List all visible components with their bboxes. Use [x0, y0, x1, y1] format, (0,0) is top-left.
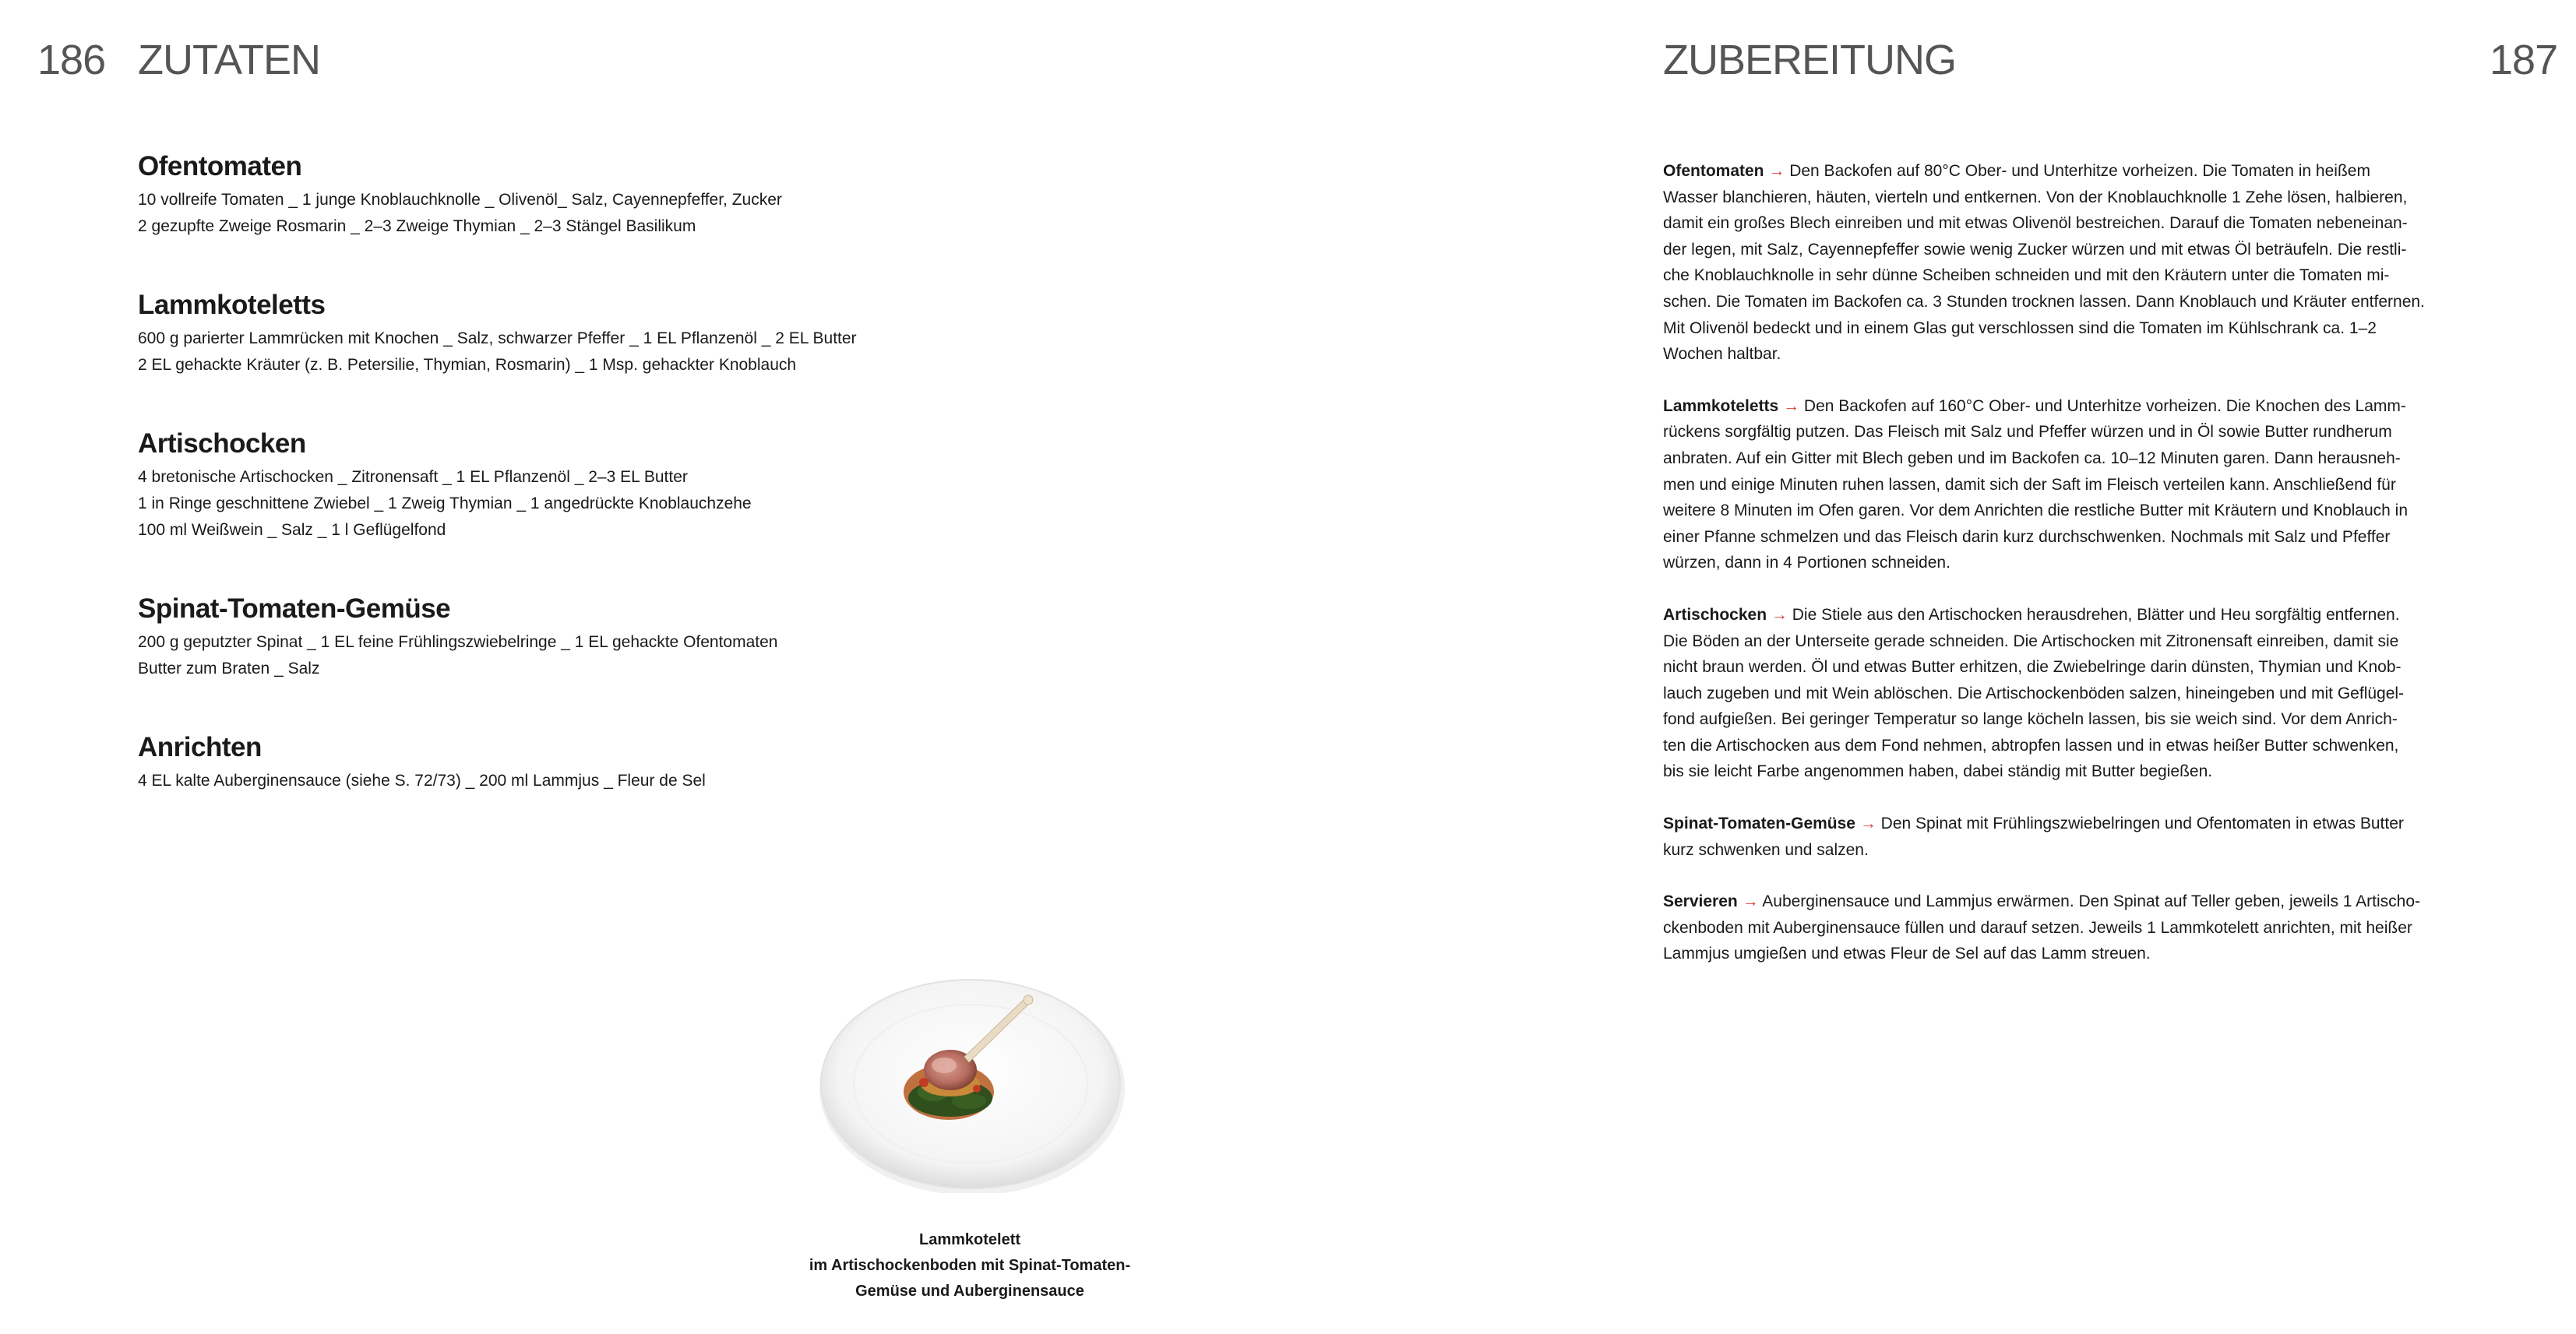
arrow-icon: → [1742, 892, 1759, 911]
prep-section-artischocken [1663, 602, 2450, 785]
prep-line: Wochen haltbar. [1663, 345, 1781, 364]
prep-line: ckenboden mit Auberginensauce füllen und darauf setzen. Jeweils 1 Lammkotelett anrichten, mit heißer [1663, 918, 2412, 937]
arrow-icon: → [1859, 815, 1876, 833]
ingredient-section-anrichten [138, 730, 1112, 794]
page-number-right: 187 [2490, 37, 2558, 83]
prep-line: Wasser blanchieren, häuten, vierteln und entkernen. Von der Knoblauchknolle 1 Zehe lösen, halbieren, [1663, 188, 2408, 206]
prep-label: Ofentomaten [1663, 162, 1764, 180]
ingredient-section-spinat-tomaten-gemuese [138, 592, 1112, 682]
prep-text: Den Backofen auf 80°C Ober- und Unterhitze vorheizen. Die Tomaten in heißem [1789, 162, 2370, 180]
section-heading: Anrichten [138, 732, 262, 762]
prep-line: che Knoblauchknolle in sehr dünne Scheiben schneiden und mit den Kräutern unter die Tomaten mi- [1663, 266, 2390, 285]
section-heading: Artischocken [138, 428, 306, 459]
ingredient-line: 10 vollreife Tomaten _ 1 junge Knoblauchknolle _ Olivenöl_ Salz, Cayennepfeffer, Zucker [138, 191, 782, 209]
prep-section-servieren [1663, 889, 2450, 967]
prep-first-line [1663, 393, 2450, 420]
section-heading: Lammkoteletts [138, 290, 326, 320]
prep-line: fond aufgießen. Bei geringer Temperatur so lange köcheln lassen, bis sie weich sind. Vor dem Anrich- [1663, 710, 2398, 729]
prep-line: men und einige Minuten ruhen lassen, damit sich der Saft im Fleisch verteilen kann. Anschließend für [1663, 475, 2396, 494]
preparation-text [1663, 158, 2450, 993]
plated-lamb-chop-photo [816, 967, 1128, 1193]
prep-line: weitere 8 Minuten im Ofen garen. Vor dem Anrichten die restliche Butter mit Kräutern und Knoblauch in [1663, 502, 2409, 520]
prep-line: würzen, dann in 4 Portionen schneiden. [1663, 554, 1951, 572]
prep-line: Die Böden an der Unterseite gerade schneiden. Die Artischocken mit Zitronensaft einreiben, damit sie [1663, 632, 2399, 650]
page-title-ingredients: ZUTATEN [138, 37, 320, 83]
prep-line: Mit Olivenöl bedeckt und in einem Glas gut verschlossen sind die Tomaten im Kühlschrank ca. 1–2 [1663, 319, 2377, 337]
prep-first-line [1663, 158, 2450, 185]
prep-first-line [1663, 889, 2450, 915]
prep-line: schen. Die Tomaten im Backofen ca. 3 Stunden trocknen lassen. Dann Knoblauch und Kräuter entfernen. [1663, 292, 2425, 311]
prep-label: Servieren [1663, 892, 1738, 911]
prep-label: Lammkoteletts [1663, 396, 1779, 415]
ingredient-section-lammkoteletts [138, 288, 1112, 378]
prep-line: Lammjus umgießen und etwas Fleur de Sel auf das Lamm streuen. [1663, 945, 2151, 963]
arrow-icon: → [1783, 396, 1800, 415]
ingredient-line: 600 g parierter Lammrücken mit Knochen _ Salz, schwarzer Pfeffer _ 1 EL Pflanzenöl _ 2 EL Butter [138, 329, 857, 347]
ingredient-line: 4 EL kalte Auberginensauce (siehe S. 72/73) _ 200 ml Lammjus _ Fleur de Sel [138, 772, 706, 790]
arrow-icon: → [1771, 605, 1788, 624]
ingredient-line: 2 EL gehackte Kräuter (z. B. Petersilie, Thymian, Rosmarin) _ 1 Msp. gehackter Knoblauch [138, 356, 797, 374]
prep-text: Auberginensauce und Lammjus erwärmen. Den Spinat auf Teller geben, jeweils 1 Artischo- [1762, 892, 2421, 911]
prep-line: bis sie leicht Farbe angenommen haben, dabei ständig mit Butter begießen. [1663, 762, 2213, 781]
prep-line: lauch zugeben und mit Wein ablöschen. Die Artischockenböden salzen, hineingeben und mit Geflügel- [1663, 684, 2405, 702]
prep-text: Den Spinat mit Frühlingszwiebelringen und Ofentomaten in etwas Butter [1880, 815, 2404, 833]
plate-illustration [816, 967, 1128, 1193]
prep-section-lammkoteletts [1663, 393, 2450, 576]
prep-section-ofentomaten [1663, 158, 2450, 368]
ingredients-list [138, 150, 1112, 843]
ingredient-section-ofentomaten [138, 150, 1112, 240]
prep-line: der legen, mit Salz, Cayennepfeffer sowie wenig Zucker würzen und mit etwas Öl beträufeln. Die restli- [1663, 240, 2407, 259]
arrow-icon: → [1768, 162, 1785, 180]
caption-line: Gemüse und Auberginensauce [855, 1283, 1084, 1300]
prep-line: nicht braun werden. Öl und etwas Butter erhitzen, die Zwiebelringe darin dünsten, Thymian und Knob- [1663, 658, 2402, 677]
prep-section-spinat-tomaten-gemuese [1663, 811, 2450, 863]
prep-line: anbraten. Auf ein Gitter mit Blech geben und im Backofen ca. 10–12 Minuten garen. Dann herausneh- [1663, 449, 2401, 467]
ingredient-line: 4 bretonische Artischocken _ Zitronensaft _ 1 EL Pflanzenöl _ 2–3 EL Butter [138, 468, 688, 486]
prep-label: Artischocken [1663, 605, 1767, 624]
prep-first-line [1663, 602, 2450, 628]
ingredient-line: 100 ml Weißwein _ Salz _ 1 l Geflügelfond [138, 521, 446, 539]
caption-line: Lammkotelett [918, 1231, 1021, 1248]
section-heading: Spinat-Tomaten-Gemüse [138, 593, 451, 624]
page-title-preparation: ZUBEREITUNG [1663, 37, 1957, 83]
page-number-left: 186 [37, 37, 106, 83]
ingredient-line: 200 g geputzter Spinat _ 1 EL feine Frühlingszwiebelringe _ 1 EL gehackte Ofentomaten [138, 633, 778, 651]
section-heading: Ofentomaten [138, 151, 302, 181]
ingredient-line: Butter zum Braten _ Salz [138, 660, 320, 678]
prep-label: Spinat-Tomaten-Gemüse [1663, 815, 1855, 833]
ingredient-line: 1 in Ringe geschnittene Zwiebel _ 1 Zweig Thymian _ 1 angedrückte Knoblauchzehe [138, 495, 752, 512]
prep-text: Den Backofen auf 160°C Ober- und Unterhitze vorheizen. Die Knochen des Lamm- [1803, 396, 2406, 415]
prep-line: kurz schwenken und salzen. [1663, 840, 1869, 859]
prep-line: ten die Artischocken aus dem Fond nehmen, abtropfen lassen und in etwas heißer Butter schwenken, [1663, 736, 2399, 755]
prep-line: einer Pfanne schmelzen und das Fleisch darin kurz durchschwenken. Nochmals mit Salz und Pfeffer [1663, 527, 2391, 546]
ingredient-line: 2 gezupfte Zweige Rosmarin _ 2–3 Zweige Thymian _ 2–3 Stängel Basilikum [138, 217, 696, 235]
photo-caption [740, 1227, 1200, 1304]
prep-text: Die Stiele aus den Artischocken herausdrehen, Blätter und Heu sorgfältig entfernen. [1792, 605, 2400, 624]
ingredient-section-artischocken [138, 427, 1112, 544]
prep-first-line [1663, 811, 2450, 837]
prep-line: damit ein großes Blech einreiben und mit etwas Olivenöl bestreichen. Darauf die Tomaten nebeneinan- [1663, 214, 2408, 233]
caption-line: im Artischockenboden mit Spinat-Tomaten- [809, 1257, 1131, 1274]
prep-line: rückens sorgfältig putzen. Das Fleisch mit Salz und Pfeffer würzen und in Öl sowie Butter rundherum [1663, 423, 2392, 442]
